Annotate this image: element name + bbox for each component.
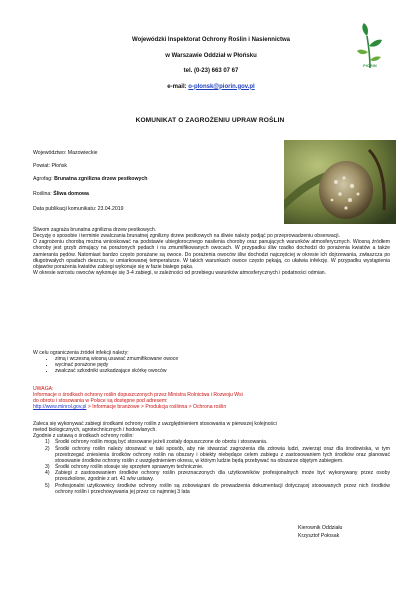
rule-text: Zabiegi z zastosowaniem środków ochrony roślin przeznaczonych dla użytkowników profesjonalnych może być wykonywany przez osoby przeszkolone, zgodnie z art. 41 w/w ustawy. — [55, 470, 390, 483]
rule-number: 2) — [45, 445, 50, 452]
recommendation-section — [33, 421, 390, 495]
list-item — [33, 446, 390, 464]
rule-text: Środki ochrony roślin stosuje się sprzętem sprawnym technicznie. — [55, 464, 204, 471]
phone-number: tel. (0-23) 663 07 67 — [183, 68, 239, 74]
notice-line-3 — [33, 404, 390, 410]
notice-section — [33, 386, 390, 411]
notice-line-1: Informacje o środkach ochrony roślin dopuszczonych przez Ministra Rolnictwa i Rozwoju Wsi — [33, 392, 243, 399]
header-block — [96, 33, 326, 95]
law-intro: Zgodnie z ustawą o środkach ochrony roślin: — [33, 433, 134, 440]
rule-number: 5) — [45, 482, 50, 489]
law-rules-list — [33, 439, 390, 494]
document-title: KOMUNIKAT O ZAGROŻENIU UPRAW ROŚLIN — [135, 117, 285, 124]
recommendation-line-1: Zaleca się wykonywać zabiegi środkami ochrony roślin z uwzględnieniem stosowania w pierwszej kolejności — [33, 421, 277, 427]
meta-publication-date: Data publikacji komunikatu: 23.04.2019 — [33, 206, 124, 212]
recommendation-line-2: metod biologicznych, agrotechnicznych i hodowlanych. — [33, 427, 157, 434]
meta-agrofag — [33, 176, 147, 182]
minrol-link[interactable]: http://www.minrol.gov.pl — [33, 404, 87, 411]
list-item: • zwalczać szkodniki uszkadzające skórkę owoców — [55, 368, 390, 374]
rule-number: 1) — [45, 439, 50, 446]
inspectorate-name: Wojewódzki Inspektorat Ochrony Roślin i Nasiennictwa — [132, 37, 290, 43]
infected-plum-photo — [284, 140, 396, 224]
roslina-value: Śliwa domowa — [53, 191, 89, 197]
email-link[interactable]: o-plonsk@piorin.gov.pl — [188, 83, 255, 90]
rule-text: Środki ochrony roślin mogą być stosowane jeżeli zostały dopuszczone do obrotu i stosowania. — [55, 439, 268, 446]
rule-number: 3) — [45, 464, 50, 471]
email-line — [96, 80, 326, 96]
notice-heading: UWAGA: — [33, 386, 54, 392]
list-item: • wycinać porażone pędy — [55, 362, 390, 368]
decision-paragraph: Decyzję o sposobie i terminie zwalczania brunatnej zgnilizny drzew pestkowych na śliwie należy podjąć po przeprowadzeniu obserwacji. — [33, 233, 340, 240]
logo-text: PIORIN — [363, 64, 377, 68]
agrofag-label: Agrofag: — [33, 176, 55, 182]
signature-name: Krzysztof Połosak — [298, 533, 340, 539]
rule-text: Środki ochrony roślin należy stosować w taki sposób, aby nie stwarzać zagrożenia dla zdrowia ludzi, zwierząt oraz dla środowiska, w tym przestrzegać zniesienia środków ochrony roślin na obszary i obiekty niebędące celem zabiegu z zastosowaniem tych środków oraz planować stosowanie środków ochrony roślin z uwzględnieniem okresu, w którym ludzie będą przebywać na obszarze objętym zabiegiem. — [55, 445, 390, 464]
prevention-section — [33, 350, 390, 375]
list-item — [33, 470, 390, 482]
notice-line-2: do obrotu i stosowania w Polsce są dostępne pod adresem: — [33, 398, 168, 405]
threat-paragraph: O zagrożeniu chorobą można wnioskować na podstawie ubiegłorocznego nasilenia choroby oraz panujących warunków atmosferycznych. Wiosną źródłem choroby jest grzyb zimujący na porażonych pędach i na zmumifikowanych owocach. W przypadku śliw rzadko dochodzi do porażenia kwiatów a także zamierania pędów. Natomiast bardzo często porażane są owoce. Do porażenia owoców śliw dochodzi najczęściej w okresie ich dojrzewania, zwłaszcza po długotrwałych opadach deszczu, w umiarkowanej temperaturze. W takich warunkach owoce często pękają, co ułatwia infekcję. W przypadku wystąpienia objawów porażenia kwiatów zabiegi wykonuje się w fazie białego pąka. — [33, 239, 390, 270]
agrofag-value: Brunatna zgnilizna drzew pestkowych — [54, 176, 148, 182]
rule-number: 4) — [45, 470, 50, 477]
prevention-list — [33, 356, 390, 374]
rule-text: Profesjonalni użytkownicy środków ochrony roślin są zobowiązani do prowadzenia dokumentacji dotyczącej stosowanych przez nich środków ochrony roślin i przechowywania jej przez co najmniej 3 lata — [55, 482, 390, 495]
treatment-paragraph: W okresie wzrostu owoców wykonuje się 3-4 zabiegi, w zależności od przebiegu warunków atmosferycznych i podatności odmian. — [33, 270, 327, 277]
roslina-label: Roślina: — [33, 191, 54, 197]
prevention-intro: W celu ograniczenia źródeł infekcji należy: — [33, 350, 129, 356]
email-label: e-mail: — [167, 83, 189, 90]
signature-role: Kierownik Oddziału — [298, 525, 343, 531]
meta-powiat: Powiat: Płońsk — [33, 163, 68, 169]
piorin-logo-icon — [356, 22, 384, 70]
intro-sentence: Śliwom zagraża brunatna zgnilizna drzew pestkowych. — [33, 227, 157, 233]
list-item — [33, 483, 390, 495]
branch-name: w Warszawie Oddział w Płońsku — [165, 52, 257, 59]
meta-wojewodztwo: Województwo: Mazowieckie — [33, 150, 98, 156]
list-item: • zimą i wczesną wiosną usuwać zmumifikowane owoce — [55, 356, 390, 362]
notice-path: > Informacje branżowe > Produkcja roślinna > Ochrona roślin — [86, 404, 227, 411]
body-section — [33, 227, 390, 276]
meta-roslina — [33, 191, 89, 197]
